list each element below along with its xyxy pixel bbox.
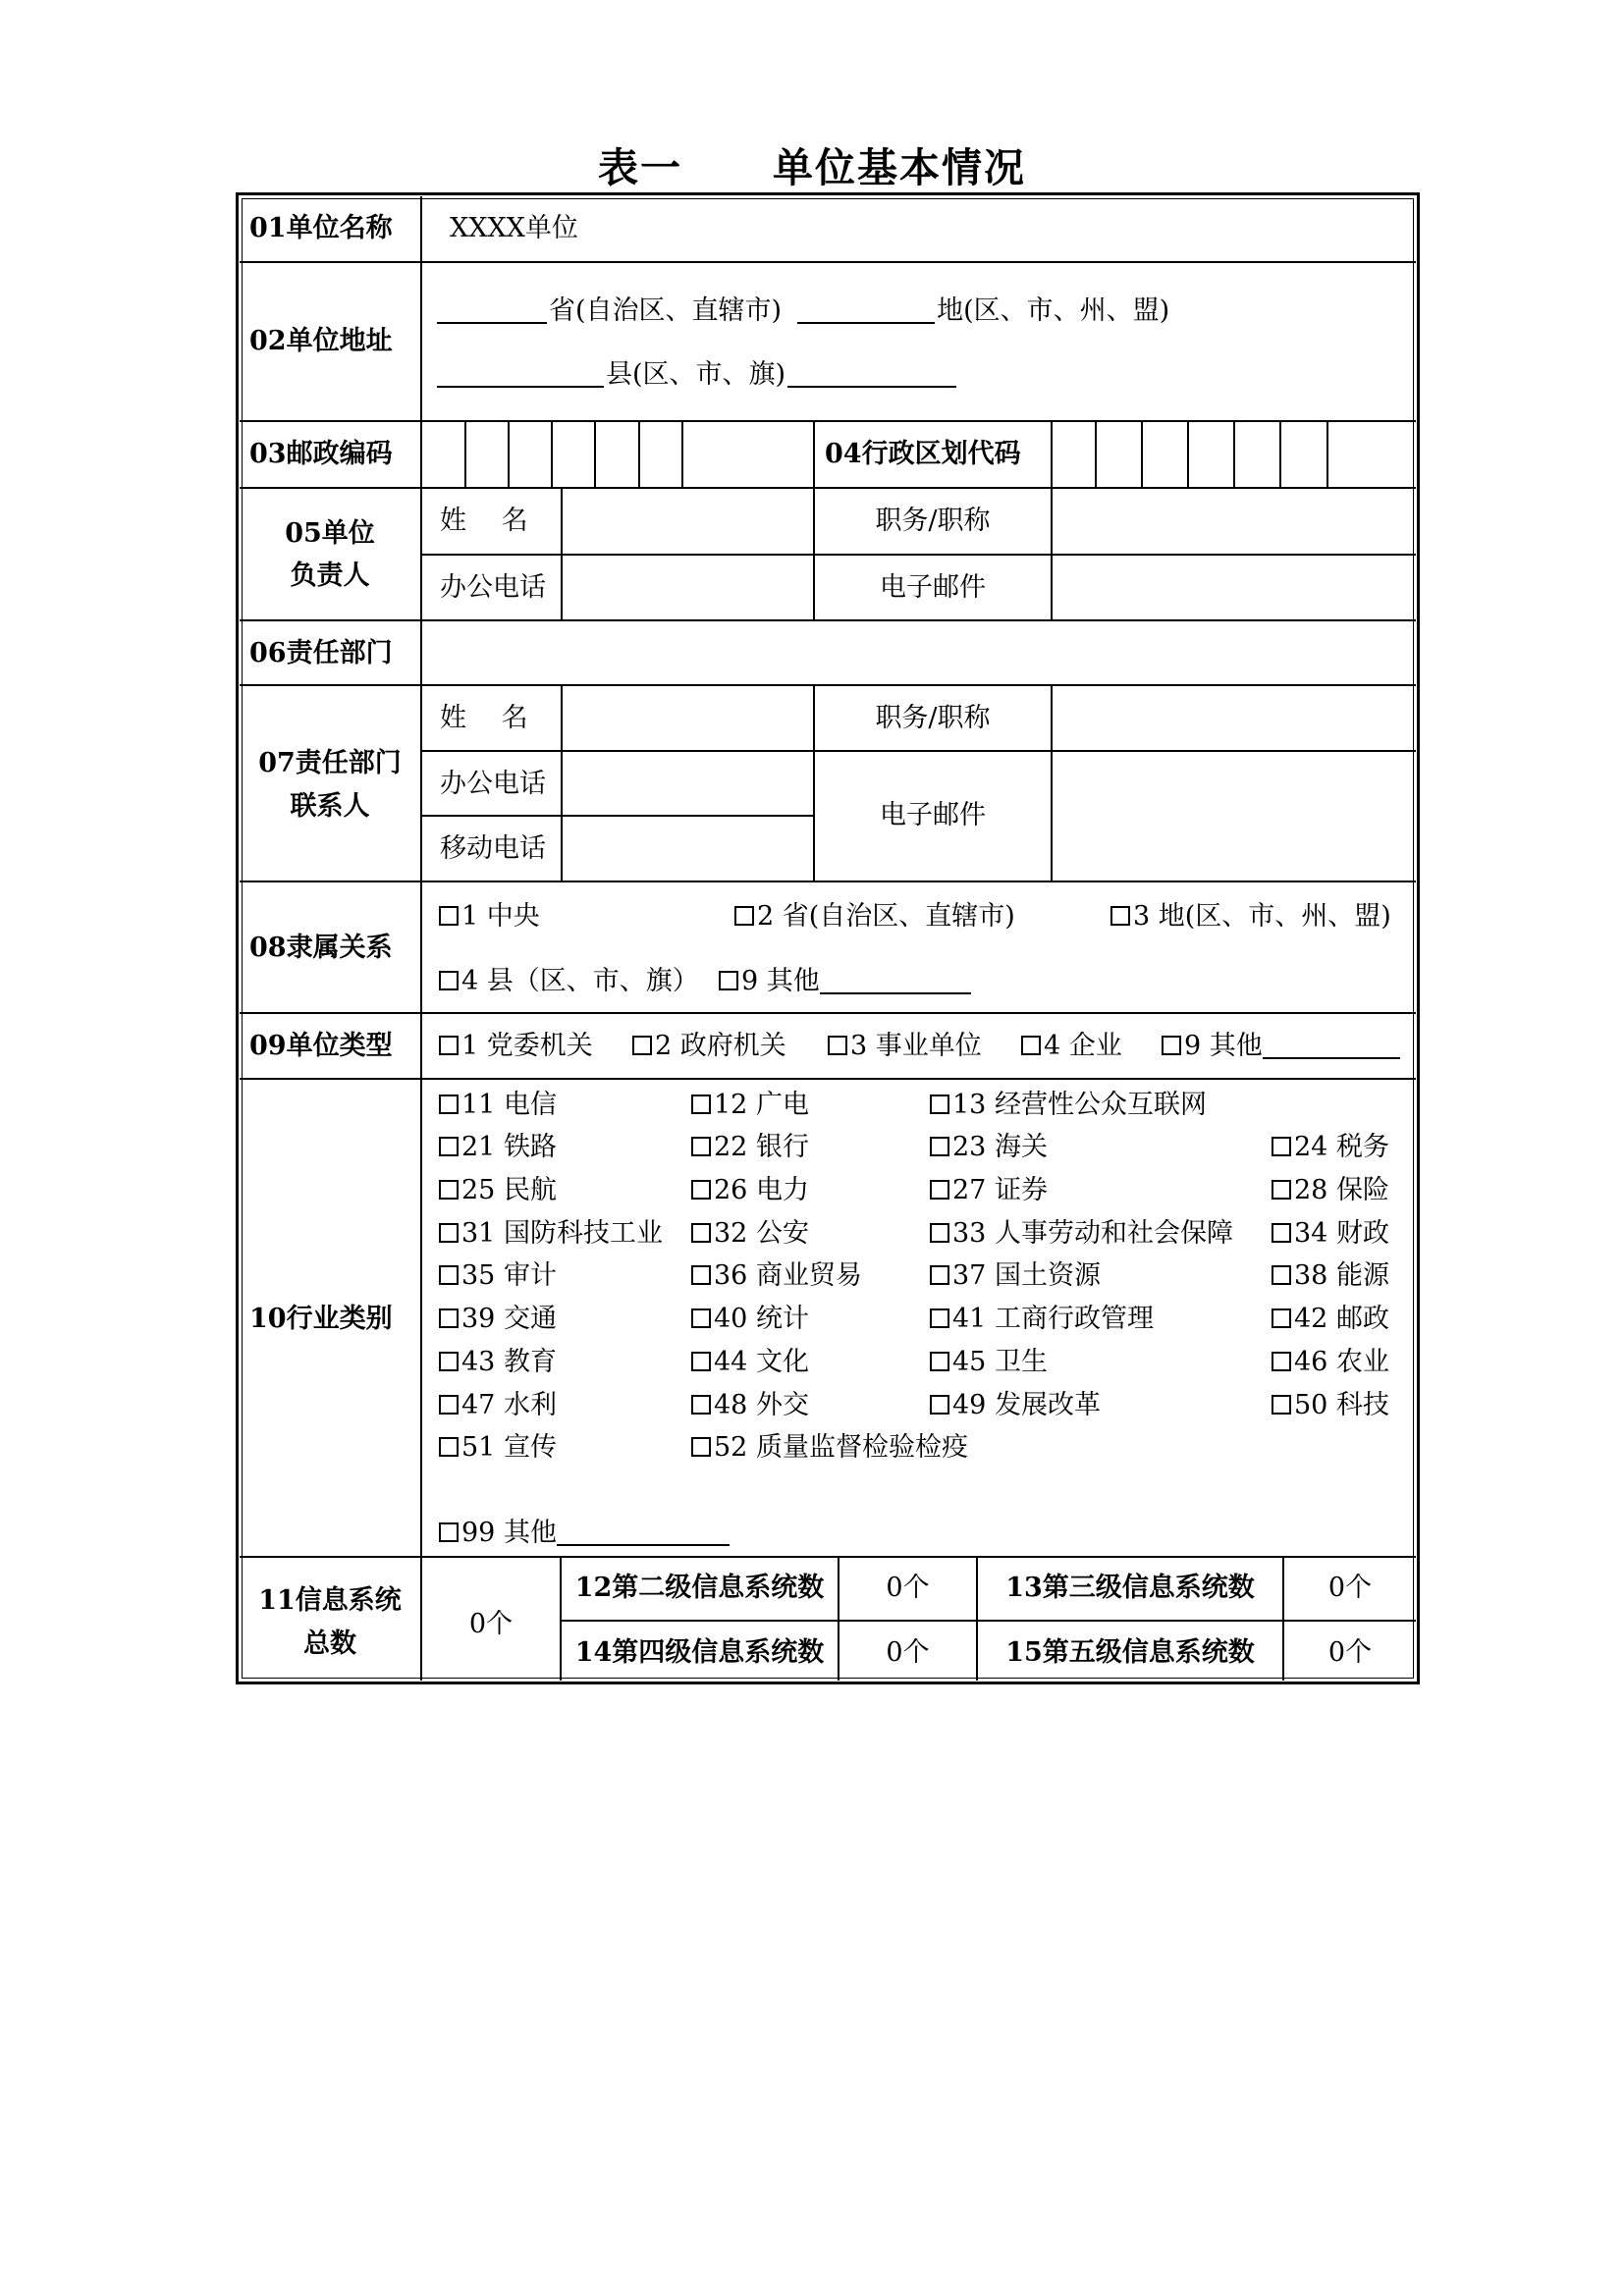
checkbox-icon[interactable]: [691, 1395, 711, 1415]
head-phone-label: 办公电话: [440, 572, 546, 603]
affiliation-other-blank[interactable]: [820, 971, 971, 994]
checkbox-icon[interactable]: [1272, 1223, 1291, 1243]
contact-label-line2: 联系人: [290, 791, 370, 822]
industry-option[interactable]: 43 教育: [439, 1349, 557, 1375]
checkbox-icon[interactable]: [439, 1265, 459, 1285]
title-part-1: 表一: [598, 144, 682, 191]
industry-option[interactable]: 21 铁路: [439, 1134, 557, 1160]
checkbox-icon[interactable]: [930, 1095, 949, 1114]
affiliation-option-prefecture[interactable]: 3 地(区、市、州、盟): [1110, 903, 1391, 930]
checkbox-icon[interactable]: [632, 1036, 652, 1055]
head-label-line2: 负责人: [290, 561, 370, 591]
level5-systems-value[interactable]: 0个: [1327, 1637, 1373, 1668]
industry-option[interactable]: 46 农业: [1272, 1349, 1389, 1375]
checkbox-icon[interactable]: [930, 1137, 949, 1156]
industry-option[interactable]: 11 电信: [439, 1092, 557, 1118]
checkbox-icon[interactable]: [930, 1352, 949, 1371]
checkbox-icon[interactable]: [691, 1308, 711, 1328]
industry-option[interactable]: 39 交通: [439, 1306, 557, 1332]
industry-option[interactable]: 32 公安: [691, 1220, 809, 1247]
industry-option[interactable]: 40 统计: [691, 1306, 809, 1332]
checkbox-icon[interactable]: [828, 1036, 847, 1055]
industry-option[interactable]: 22 银行: [691, 1134, 809, 1160]
county-label: 县(区、市、旗): [606, 359, 786, 390]
systems-total-label-line2: 总数: [303, 1629, 356, 1659]
level5-systems-label: 15第五级信息系统数: [1005, 1637, 1255, 1668]
industry-option[interactable]: 41 工商行政管理: [930, 1306, 1154, 1332]
contact-label-line1: 07责任部门: [258, 748, 402, 778]
industry-option[interactable]: 47 水利: [439, 1392, 557, 1418]
industry-option[interactable]: 38 能源: [1272, 1262, 1389, 1289]
checkbox-icon[interactable]: [930, 1308, 949, 1328]
county-blank[interactable]: [437, 362, 604, 388]
checkbox-icon[interactable]: [439, 1223, 459, 1243]
industry-label: 10行业类别: [249, 1304, 393, 1334]
unit-type-label: 09单位类型: [249, 1031, 393, 1061]
checkbox-icon[interactable]: [439, 1395, 459, 1415]
contact-phone-label: 办公电话: [440, 769, 546, 799]
industry-option[interactable]: 27 证券: [930, 1177, 1048, 1203]
industry-option[interactable]: 24 税务: [1272, 1134, 1389, 1160]
checkbox-icon[interactable]: [1162, 1036, 1181, 1055]
industry-option[interactable]: 31 国防科技工业: [439, 1220, 663, 1247]
industry-option[interactable]: 28 保险: [1272, 1177, 1389, 1203]
industry-option[interactable]: 51 宣传: [439, 1434, 557, 1461]
industry-option[interactable]: 12 广电: [691, 1092, 809, 1118]
page-title: [0, 135, 1624, 193]
industry-other-blank[interactable]: [557, 1522, 730, 1546]
checkbox-icon[interactable]: [439, 906, 459, 926]
industry-option[interactable]: 42 邮政: [1272, 1306, 1389, 1332]
checkbox-icon[interactable]: [439, 1308, 459, 1328]
checkbox-icon[interactable]: [691, 1223, 711, 1243]
industry-option[interactable]: 45 卫生: [930, 1349, 1048, 1375]
industry-option[interactable]: 48 外交: [691, 1392, 809, 1418]
unit-type-option-institution[interactable]: 3 事业单位: [828, 1033, 982, 1059]
systems-total-value[interactable]: 0个: [468, 1609, 514, 1639]
checkbox-icon[interactable]: [1272, 1265, 1291, 1285]
level3-systems-label: 13第三级信息系统数: [1005, 1573, 1255, 1603]
checkbox-icon[interactable]: [1272, 1308, 1291, 1328]
address-line-1: [435, 297, 1169, 324]
industry-option[interactable]: 33 人事劳动和社会保障: [930, 1220, 1233, 1247]
checkbox-icon[interactable]: [439, 1522, 459, 1542]
contact-name-label: 姓 名: [440, 703, 528, 733]
address-line-2: [435, 361, 958, 388]
affiliation-option-county[interactable]: 4 县（区、市、旗）: [439, 968, 699, 994]
checkbox-icon[interactable]: [439, 1180, 459, 1200]
checkbox-icon[interactable]: [691, 1180, 711, 1200]
checkbox-icon[interactable]: [691, 1437, 711, 1457]
industry-option[interactable]: 35 审计: [439, 1262, 557, 1289]
industry-option-other[interactable]: 99 其他: [439, 1520, 730, 1546]
industry-option[interactable]: 50 科技: [1272, 1392, 1389, 1418]
industry-option[interactable]: 23 海关: [930, 1134, 1048, 1160]
checkbox-icon[interactable]: [691, 1137, 711, 1156]
county-suffix-blank[interactable]: [787, 362, 956, 388]
unit-type-option-party[interactable]: 1 党委机关: [439, 1033, 593, 1059]
level2-systems-label: 12第二级信息系统数: [574, 1573, 825, 1603]
checkbox-icon[interactable]: [1110, 906, 1130, 926]
affiliation-option-central[interactable]: 1 中央: [439, 903, 540, 930]
checkbox-icon[interactable]: [1021, 1036, 1041, 1055]
level4-systems-value[interactable]: 0个: [886, 1637, 930, 1668]
contact-title-label: 职务/职称: [875, 703, 991, 733]
admin-code-label: 04行政区划代码: [825, 439, 1021, 469]
province-label: 省(自治区、直辖市): [549, 295, 783, 326]
unit-type-option-other[interactable]: 9 其他: [1162, 1033, 1400, 1059]
checkbox-icon[interactable]: [691, 1352, 711, 1371]
head-title-label: 职务/职称: [875, 506, 991, 536]
unit-type-option-government[interactable]: 2 政府机关: [632, 1033, 786, 1059]
checkbox-icon[interactable]: [439, 1352, 459, 1371]
checkbox-icon[interactable]: [691, 1265, 711, 1285]
level4-systems-label: 14第四级信息系统数: [574, 1637, 825, 1668]
industry-option[interactable]: 44 文化: [691, 1349, 809, 1375]
checkbox-icon[interactable]: [1272, 1180, 1291, 1200]
level2-systems-value[interactable]: 0个: [886, 1573, 930, 1603]
head-name-label: 姓 名: [440, 506, 528, 536]
head-label-line1: 05单位: [285, 518, 375, 549]
checkbox-icon[interactable]: [439, 1137, 459, 1156]
checkbox-icon[interactable]: [439, 971, 459, 990]
unit-type-option-enterprise[interactable]: 4 企业: [1021, 1033, 1122, 1059]
postal-code-label: 03邮政编码: [249, 439, 393, 469]
industry-option[interactable]: 52 质量监督检验检疫: [691, 1434, 968, 1461]
industry-option[interactable]: 37 国土资源: [930, 1262, 1101, 1289]
industry-option[interactable]: 26 电力: [691, 1177, 809, 1203]
checkbox-icon[interactable]: [1272, 1137, 1291, 1156]
industry-option[interactable]: 25 民航: [439, 1177, 557, 1203]
prefecture-blank[interactable]: [797, 298, 935, 324]
contact-email-label: 电子邮件: [880, 800, 986, 830]
industry-option[interactable]: 34 财政: [1272, 1220, 1389, 1247]
checkbox-icon[interactable]: [1272, 1395, 1291, 1415]
checkbox-icon[interactable]: [691, 1095, 711, 1114]
title-part-2: 单位基本情况: [773, 144, 1026, 191]
checkbox-icon[interactable]: [719, 971, 738, 990]
checkbox-icon[interactable]: [930, 1180, 949, 1200]
level3-systems-value[interactable]: 0个: [1327, 1573, 1373, 1603]
checkbox-icon[interactable]: [439, 1036, 459, 1055]
checkbox-icon[interactable]: [439, 1095, 459, 1114]
unit-name-value[interactable]: XXXX单位: [450, 213, 578, 243]
head-email-label: 电子邮件: [880, 572, 986, 603]
checkbox-icon[interactable]: [930, 1395, 949, 1415]
unit-name-label: 01单位名称: [249, 213, 393, 243]
industry-option[interactable]: 13 经营性公众互联网: [930, 1092, 1207, 1118]
responsible-dept-label: 06责任部门: [249, 638, 393, 668]
affiliation-label: 08隶属关系: [249, 933, 393, 963]
industry-option[interactable]: 36 商业贸易: [691, 1262, 862, 1289]
checkbox-icon[interactable]: [734, 906, 754, 926]
systems-total-label-line1: 11信息系统: [258, 1585, 402, 1616]
checkbox-icon[interactable]: [439, 1437, 459, 1457]
affiliation-option-other[interactable]: 9 其他: [719, 968, 971, 994]
affiliation-option-province[interactable]: 2 省(自治区、直辖市): [734, 903, 1015, 930]
industry-option[interactable]: 49 发展改革: [930, 1392, 1101, 1418]
checkbox-icon[interactable]: [1272, 1352, 1291, 1371]
checkbox-icon[interactable]: [930, 1223, 949, 1243]
checkbox-icon[interactable]: [930, 1265, 949, 1285]
prefecture-label: 地(区、市、州、盟): [937, 295, 1170, 326]
unit-type-other-blank[interactable]: [1263, 1036, 1400, 1059]
province-blank[interactable]: [437, 298, 547, 324]
unit-address-label: 02单位地址: [249, 326, 393, 356]
contact-mobile-label: 移动电话: [440, 833, 546, 864]
